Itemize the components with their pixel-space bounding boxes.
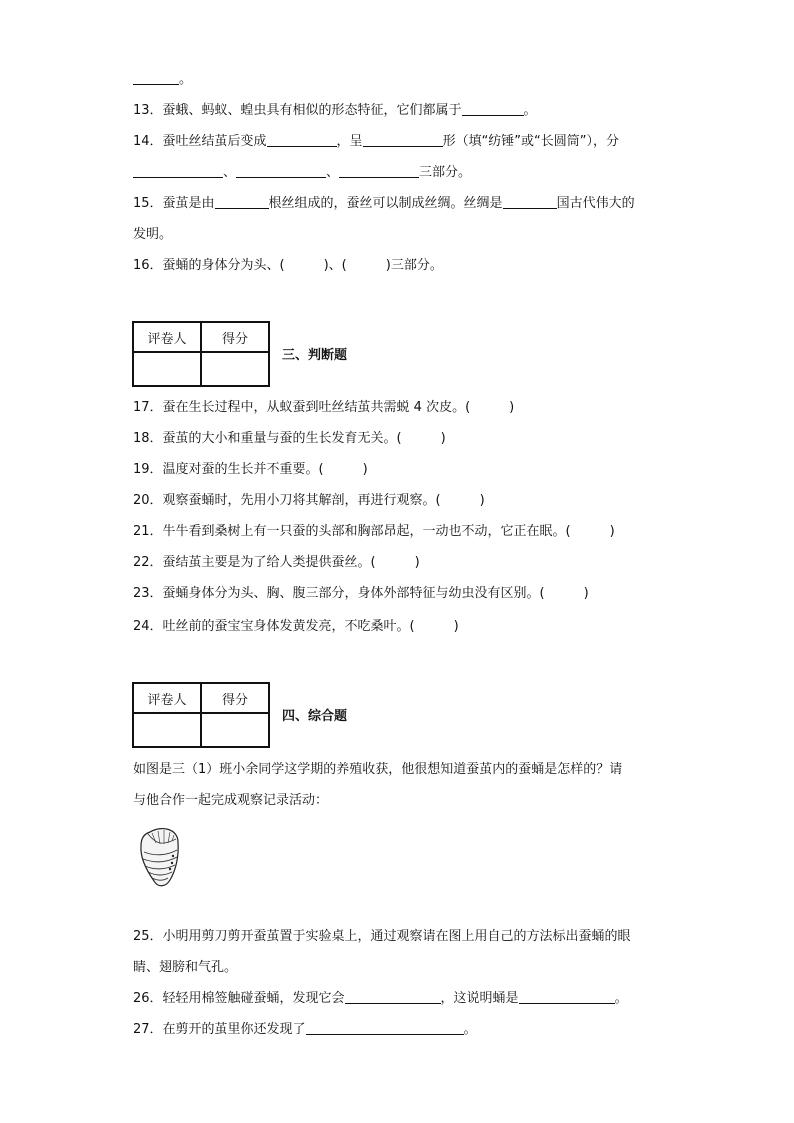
answer-blank[interactable] bbox=[345, 991, 441, 1004]
answer-blank[interactable] bbox=[363, 134, 443, 147]
q12-tail: 。 bbox=[133, 72, 192, 88]
score-header: 得分 bbox=[201, 683, 269, 713]
reviewer-header: 评卷人 bbox=[133, 322, 201, 352]
reviewer-cell[interactable] bbox=[133, 352, 201, 386]
score-table-judge bbox=[132, 321, 270, 387]
answer-blank[interactable] bbox=[215, 196, 269, 209]
answer-blank[interactable] bbox=[339, 165, 419, 178]
score-table-comprehensive bbox=[132, 682, 270, 748]
answer-blank[interactable] bbox=[503, 196, 557, 209]
reviewer-cell[interactable] bbox=[133, 713, 201, 747]
question-26: 26．轻轻用棉签触碰蚕蛹，发现它会 ，这说明蛹是 。 bbox=[133, 991, 628, 1006]
question-18: 18．蚕茧的大小和重量与蚕的生长发育无关。( ) bbox=[133, 431, 446, 446]
answer-blank[interactable] bbox=[462, 103, 524, 116]
question-24: 24．吐丝前的蚕宝宝身体发黄发亮，不吃桑叶。( ) bbox=[133, 619, 459, 634]
question-13: 13．蚕蛾、蚂蚁、蝗虫具有相似的形态特征，它们都属于 。 bbox=[133, 103, 537, 118]
answer-blank[interactable] bbox=[267, 134, 337, 147]
question-19: 19．温度对蚕的生长并不重要。( ) bbox=[133, 462, 368, 477]
reviewer-header: 评卷人 bbox=[133, 683, 201, 713]
question-20: 20．观察蚕蛹时，先用小刀将其解剖，再进行观察。( ) bbox=[133, 493, 485, 508]
score-header: 得分 bbox=[201, 322, 269, 352]
question-14: 14．蚕吐丝结茧后变成 ，呈 形（填“纺锤”或“长圆筒”），分 bbox=[133, 134, 620, 149]
score-cell[interactable] bbox=[201, 713, 269, 747]
score-cell[interactable] bbox=[201, 352, 269, 386]
answer-blank[interactable] bbox=[133, 72, 179, 85]
section-title-comprehensive: 四、综合题 bbox=[282, 709, 348, 724]
answer-blank[interactable] bbox=[236, 165, 326, 178]
section-title-judge: 三、判断题 bbox=[282, 348, 348, 363]
question-27: 27．在剪开的茧里你还发现了 。 bbox=[133, 1022, 477, 1037]
answer-blank[interactable] bbox=[519, 991, 615, 1004]
question-25-line2: 睛、翅膀和气孔。 bbox=[133, 960, 238, 975]
question-17: 17．蚕在生长过程中，从蚁蚕到吐丝结茧共需蜕 4 次皮。( ) bbox=[133, 400, 515, 415]
question-14-line2: 、 、 三部分。 bbox=[133, 165, 471, 181]
question-25: 25．小明用剪刀剪开蚕茧置于实验桌上，通过观察请在图上用自己的方法标出蚕蛹的眼 bbox=[133, 929, 631, 944]
question-22: 22．蚕结茧主要是为了给人类提供蚕丝。( ) bbox=[133, 555, 420, 570]
question-15-line2: 发明。 bbox=[133, 227, 173, 242]
question-16: 16．蚕蛹的身体分为头、( )、( )三部分。 bbox=[133, 258, 443, 273]
question-23: 23．蚕蛹身体分为头、胸、腹三部分，身体外部特征与幼虫没有区别。( ) bbox=[133, 586, 589, 601]
question-15: 15．蚕茧是由 根丝组成的，蚕丝可以制成丝绸。丝绸是 国古代伟大的 bbox=[133, 196, 635, 211]
intro-line-2: 与他合作一起完成观察记录活动： bbox=[133, 793, 329, 808]
question-21: 21．牛牛看到桑树上有一只蚕的头部和胸部昂起，一动也不动，它正在眠。( ) bbox=[133, 524, 615, 539]
answer-blank[interactable] bbox=[306, 1022, 464, 1035]
silkworm-pupa-image bbox=[132, 826, 188, 890]
answer-blank[interactable] bbox=[133, 165, 223, 178]
intro-line-1: 如图是三（1）班小余同学这学期的养殖收获，他很想知道蚕茧内的蚕蛹是怎样的？请 bbox=[133, 762, 623, 777]
